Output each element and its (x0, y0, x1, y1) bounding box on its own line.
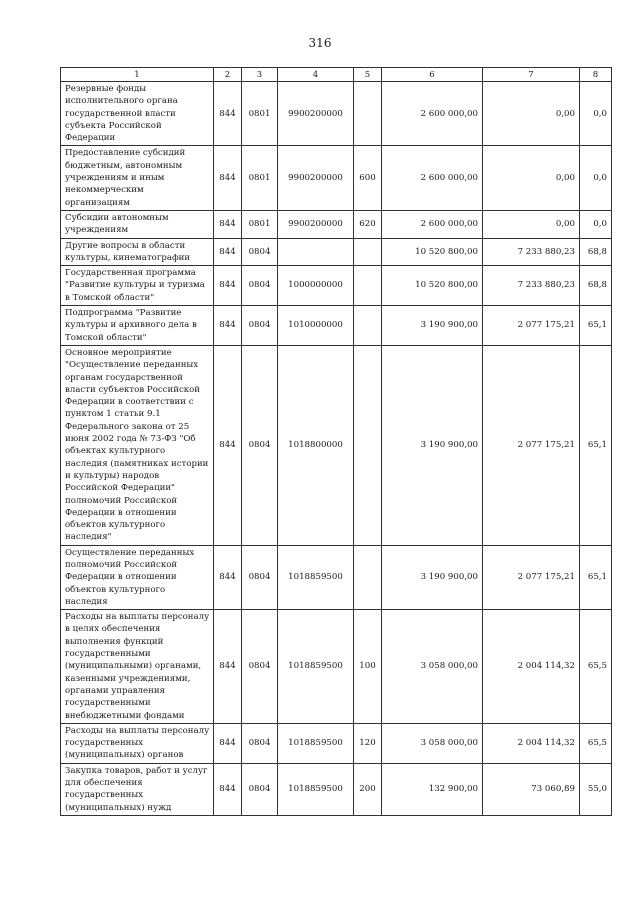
row-fact-amount: 0,00 (483, 210, 580, 238)
row-code: 844 (214, 306, 242, 346)
row-percent: 65,5 (580, 723, 612, 763)
column-header: 6 (382, 68, 483, 82)
column-header: 4 (278, 68, 354, 82)
row-expense-type (354, 266, 382, 306)
row-section: 0804 (242, 266, 278, 306)
row-plan-amount: 3 190 900,00 (382, 306, 483, 346)
row-name: Расходы на выплаты персоналу в целях обеспечения выполнения функций государственными (муниципальными) органами, казенными учреждениями, органами управления государственными внебюджетными фондами (61, 610, 214, 724)
row-plan-amount: 10 520 800,00 (382, 238, 483, 266)
row-target-article: 1018859500 (278, 723, 354, 763)
row-fact-amount: 2 004 114,32 (483, 723, 580, 763)
row-name: Осуществление переданных полномочий Российской Федерации в отношении объектов культурного наследия (61, 545, 214, 609)
row-target-article: 1018859500 (278, 545, 354, 609)
row-plan-amount: 3 058 000,00 (382, 723, 483, 763)
row-fact-amount: 7 233 880,23 (483, 238, 580, 266)
column-header: 2 (214, 68, 242, 82)
column-header: 1 (61, 68, 214, 82)
row-expense-type (354, 545, 382, 609)
row-percent: 0,0 (580, 146, 612, 210)
row-target-article: 1018859500 (278, 763, 354, 815)
row-expense-type (354, 306, 382, 346)
column-header: 7 (483, 68, 580, 82)
row-percent: 55,0 (580, 763, 612, 815)
row-code: 844 (214, 82, 242, 146)
row-expense-type (354, 345, 382, 545)
table-row (61, 266, 612, 306)
row-plan-amount: 3 190 900,00 (382, 345, 483, 545)
row-plan-amount: 3 058 000,00 (382, 610, 483, 724)
row-target-article: 1018800000 (278, 345, 354, 545)
row-name: Предоставление субсидий бюджетным, автономным учреждениям и иным некоммерческим организациям (61, 146, 214, 210)
row-section: 0804 (242, 723, 278, 763)
row-target-article: 1000000000 (278, 266, 354, 306)
row-percent: 65,1 (580, 306, 612, 346)
row-expense-type: 600 (354, 146, 382, 210)
row-section: 0801 (242, 146, 278, 210)
row-target-article: 1018859500 (278, 610, 354, 724)
table-row (61, 610, 612, 724)
row-expense-type: 620 (354, 210, 382, 238)
row-code: 844 (214, 723, 242, 763)
row-target-article: 9900200000 (278, 82, 354, 146)
row-plan-amount: 2 600 000,00 (382, 82, 483, 146)
row-target-article: 1010000000 (278, 306, 354, 346)
column-header: 8 (580, 68, 612, 82)
row-name: Субсидии автономным учреждениям (61, 210, 214, 238)
table-row (61, 82, 612, 146)
row-name: Расходы на выплаты персоналу государственных (муниципальных) органов (61, 723, 214, 763)
row-fact-amount: 73 060,89 (483, 763, 580, 815)
row-expense-type: 200 (354, 763, 382, 815)
row-code: 844 (214, 238, 242, 266)
row-target-article: 9900200000 (278, 146, 354, 210)
row-name: Резервные фонды исполнительного органа государственной власти субъекта Российской Федерации (61, 82, 214, 146)
row-fact-amount: 2 077 175,21 (483, 306, 580, 346)
row-name: Государственная программа "Развитие культуры и туризма в Томской области" (61, 266, 214, 306)
page-number: 316 (308, 36, 332, 50)
column-header: 3 (242, 68, 278, 82)
row-code: 844 (214, 210, 242, 238)
row-code: 844 (214, 266, 242, 306)
row-percent: 0,0 (580, 82, 612, 146)
row-fact-amount: 2 004 114,32 (483, 610, 580, 724)
row-plan-amount: 3 190 900,00 (382, 545, 483, 609)
row-code: 844 (214, 345, 242, 545)
budget-table (60, 67, 612, 816)
row-name: Другие вопросы в области культуры, кинематографии (61, 238, 214, 266)
row-section: 0804 (242, 345, 278, 545)
row-section: 0804 (242, 545, 278, 609)
table-row (61, 306, 612, 346)
row-plan-amount: 132 900,00 (382, 763, 483, 815)
row-percent: 65,1 (580, 545, 612, 609)
row-expense-type: 100 (354, 610, 382, 724)
table-body (61, 82, 612, 816)
row-code: 844 (214, 146, 242, 210)
table-row (61, 238, 612, 266)
row-fact-amount: 2 077 175,21 (483, 345, 580, 545)
row-section: 0804 (242, 306, 278, 346)
row-target-article (278, 238, 354, 266)
row-percent: 65,5 (580, 610, 612, 724)
row-section: 0804 (242, 763, 278, 815)
row-percent: 68,8 (580, 238, 612, 266)
row-section: 0801 (242, 210, 278, 238)
row-fact-amount: 2 077 175,21 (483, 545, 580, 609)
row-expense-type (354, 82, 382, 146)
row-plan-amount: 2 600 000,00 (382, 146, 483, 210)
row-percent: 65,1 (580, 345, 612, 545)
row-section: 0801 (242, 82, 278, 146)
row-name: Подпрограмма "Развитие культуры и архивного дела в Томской области" (61, 306, 214, 346)
row-fact-amount: 0,00 (483, 146, 580, 210)
table-row (61, 763, 612, 815)
table-row (61, 345, 612, 545)
header-row (61, 68, 612, 82)
row-code: 844 (214, 545, 242, 609)
table-row (61, 210, 612, 238)
row-expense-type (354, 238, 382, 266)
row-fact-amount: 7 233 880,23 (483, 266, 580, 306)
row-percent: 0,0 (580, 210, 612, 238)
row-section: 0804 (242, 238, 278, 266)
row-name: Основное мероприятие "Осуществление переданных органам государственной власти субъектов Российской Федерации в соответствии с пунктом 1 статьи 9.1 Федерального закона от 25 июня 2002 года № 73-ФЗ "Об объектах культурного наследия (памятниках истории и культуры) народов Российской Федерации" полномочий Российской Федерации в отношении объектов культурного наследия" (61, 345, 214, 545)
row-section: 0804 (242, 610, 278, 724)
row-code: 844 (214, 610, 242, 724)
table-row (61, 146, 612, 210)
table-row (61, 723, 612, 763)
row-plan-amount: 10 520 800,00 (382, 266, 483, 306)
row-plan-amount: 2 600 000,00 (382, 210, 483, 238)
row-code: 844 (214, 763, 242, 815)
row-fact-amount: 0,00 (483, 82, 580, 146)
column-header: 5 (354, 68, 382, 82)
row-percent: 68,8 (580, 266, 612, 306)
row-expense-type: 120 (354, 723, 382, 763)
table-row (61, 545, 612, 609)
row-name: Закупка товаров, работ и услуг для обеспечения государственных (муниципальных) нужд (61, 763, 214, 815)
row-target-article: 9900200000 (278, 210, 354, 238)
